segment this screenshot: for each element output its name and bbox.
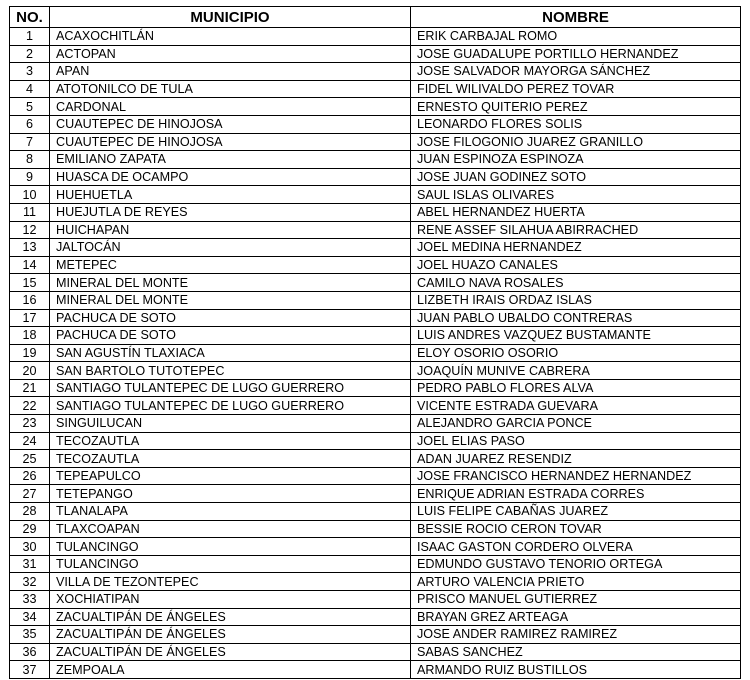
row-number-cell: 31 [10, 555, 50, 573]
row-number-cell: 22 [10, 397, 50, 415]
row-number-cell: 13 [10, 239, 50, 257]
row-number-cell: 32 [10, 573, 50, 591]
table-row [10, 256, 741, 274]
municipio-cell: ZACUALTIPÁN DE ÁNGELES [50, 608, 411, 626]
nombre-cell: ABEL HERNANDEZ HUERTA [411, 203, 741, 221]
table-row [10, 573, 741, 591]
municipio-cell: TETEPANGO [50, 485, 411, 503]
row-number-cell: 36 [10, 643, 50, 661]
nombre-cell: ADAN JUAREZ RESENDIZ [411, 450, 741, 468]
table-header-row [10, 7, 741, 28]
municipio-cell: ZACUALTIPÁN DE ÁNGELES [50, 626, 411, 644]
table-row [10, 485, 741, 503]
municipio-cell: HUEHUETLA [50, 186, 411, 204]
row-number-cell: 12 [10, 221, 50, 239]
municipio-cell: SINGUILUCAN [50, 415, 411, 433]
nombre-cell: LIZBETH IRAIS ORDAZ ISLAS [411, 291, 741, 309]
nombre-cell: ARTURO VALENCIA PRIETO [411, 573, 741, 591]
table-row [10, 151, 741, 169]
row-number-cell: 3 [10, 63, 50, 81]
municipio-cell: CARDONAL [50, 98, 411, 116]
row-number-cell: 37 [10, 661, 50, 679]
nombre-cell: BESSIE ROCIO CERON TOVAR [411, 520, 741, 538]
nombre-cell: LUIS FELIPE CABAÑAS JUAREZ [411, 503, 741, 521]
row-number-cell: 30 [10, 538, 50, 556]
nombre-cell: JOEL ELIAS PASO [411, 432, 741, 450]
table-row [10, 643, 741, 661]
row-number-cell: 18 [10, 327, 50, 345]
municipio-cell: PACHUCA DE SOTO [50, 327, 411, 345]
row-number-cell: 2 [10, 45, 50, 63]
nombre-cell: JOSE ANDER RAMIREZ RAMIREZ [411, 626, 741, 644]
municipio-cell: ZACUALTIPÁN DE ÁNGELES [50, 643, 411, 661]
row-number-cell: 28 [10, 503, 50, 521]
table-row [10, 538, 741, 556]
table-row [10, 28, 741, 46]
nombre-cell: ISAAC GASTON CORDERO OLVERA [411, 538, 741, 556]
row-number-cell: 20 [10, 362, 50, 380]
nombre-cell: JUAN ESPINOZA ESPINOZA [411, 151, 741, 169]
table-row [10, 309, 741, 327]
table-row [10, 63, 741, 81]
row-number-cell: 1 [10, 28, 50, 46]
row-number-cell: 34 [10, 608, 50, 626]
row-number-cell: 27 [10, 485, 50, 503]
nombre-cell: PRISCO MANUEL GUTIERREZ [411, 591, 741, 609]
municipio-cell: XOCHIATIPAN [50, 591, 411, 609]
row-number-cell: 7 [10, 133, 50, 151]
nombre-cell: SABAS SANCHEZ [411, 643, 741, 661]
nombre-cell: JOSE GUADALUPE PORTILLO HERNANDEZ [411, 45, 741, 63]
nombre-cell: VICENTE ESTRADA GUEVARA [411, 397, 741, 415]
municipio-cell: TECOZAUTLA [50, 432, 411, 450]
municipio-cell: MINERAL DEL MONTE [50, 274, 411, 292]
table-row [10, 133, 741, 151]
nombre-cell: JOAQUÍN MUNIVE CABRERA [411, 362, 741, 380]
nombre-cell: JOSE FILOGONIO JUAREZ GRANILLO [411, 133, 741, 151]
table-row [10, 397, 741, 415]
header-municipio: MUNICIPIO [50, 7, 411, 28]
document-table-wrapper [9, 6, 740, 679]
table-row [10, 415, 741, 433]
row-number-cell: 16 [10, 291, 50, 309]
municipio-cell: ACAXOCHITLÁN [50, 28, 411, 46]
municipio-cell: TULANCINGO [50, 538, 411, 556]
nombre-cell: JOEL HUAZO CANALES [411, 256, 741, 274]
nombre-cell: JOSE SALVADOR MAYORGA SÁNCHEZ [411, 63, 741, 81]
table-row [10, 503, 741, 521]
table-row [10, 239, 741, 257]
nombre-cell: PEDRO PABLO FLORES ALVA [411, 379, 741, 397]
row-number-cell: 33 [10, 591, 50, 609]
row-number-cell: 14 [10, 256, 50, 274]
row-number-cell: 10 [10, 186, 50, 204]
table-body [10, 28, 741, 679]
nombre-cell: FIDEL WILIVALDO PEREZ TOVAR [411, 80, 741, 98]
municipio-cell: METEPEC [50, 256, 411, 274]
nombre-cell: JOEL MEDINA HERNANDEZ [411, 239, 741, 257]
row-number-cell: 29 [10, 520, 50, 538]
municipio-cell: CUAUTEPEC DE HINOJOSA [50, 133, 411, 151]
table-row [10, 327, 741, 345]
municipio-cell: ZEMPOALA [50, 661, 411, 679]
municipio-cell: JALTOCÁN [50, 239, 411, 257]
municipio-cell: VILLA DE TEZONTEPEC [50, 573, 411, 591]
row-number-cell: 4 [10, 80, 50, 98]
header-nombre: NOMBRE [411, 7, 741, 28]
municipio-table [9, 6, 741, 679]
table-row [10, 432, 741, 450]
table-row [10, 168, 741, 186]
nombre-cell: SAUL ISLAS OLIVARES [411, 186, 741, 204]
table-row [10, 661, 741, 679]
row-number-cell: 6 [10, 115, 50, 133]
table-row [10, 115, 741, 133]
row-number-cell: 5 [10, 98, 50, 116]
row-number-cell: 15 [10, 274, 50, 292]
nombre-cell: ERIK CARBAJAL ROMO [411, 28, 741, 46]
nombre-cell: BRAYAN GREZ ARTEAGA [411, 608, 741, 626]
nombre-cell: ERNESTO QUITERIO PEREZ [411, 98, 741, 116]
table-row [10, 608, 741, 626]
nombre-cell: ARMANDO RUIZ BUSTILLOS [411, 661, 741, 679]
row-number-cell: 24 [10, 432, 50, 450]
nombre-cell: ENRIQUE ADRIAN ESTRADA CORRES [411, 485, 741, 503]
municipio-cell: CUAUTEPEC DE HINOJOSA [50, 115, 411, 133]
nombre-cell: JOSE FRANCISCO HERNANDEZ HERNANDEZ [411, 467, 741, 485]
municipio-cell: TLANALAPA [50, 503, 411, 521]
nombre-cell: EDMUNDO GUSTAVO TENORIO ORTEGA [411, 555, 741, 573]
municipio-cell: APAN [50, 63, 411, 81]
nombre-cell: LUIS ANDRES VAZQUEZ BUSTAMANTE [411, 327, 741, 345]
municipio-cell: MINERAL DEL MONTE [50, 291, 411, 309]
row-number-cell: 25 [10, 450, 50, 468]
header-no: NO. [10, 7, 50, 28]
municipio-cell: PACHUCA DE SOTO [50, 309, 411, 327]
municipio-cell: TULANCINGO [50, 555, 411, 573]
nombre-cell: JUAN PABLO UBALDO CONTRERAS [411, 309, 741, 327]
municipio-cell: SAN BARTOLO TUTOTEPEC [50, 362, 411, 380]
row-number-cell: 23 [10, 415, 50, 433]
table-row [10, 80, 741, 98]
nombre-cell: ELOY OSORIO OSORIO [411, 344, 741, 362]
municipio-cell: SAN AGUSTÍN TLAXIACA [50, 344, 411, 362]
municipio-cell: TLAXCOAPAN [50, 520, 411, 538]
table-row [10, 98, 741, 116]
table-row [10, 626, 741, 644]
municipio-cell: SANTIAGO TULANTEPEC DE LUGO GUERRERO [50, 379, 411, 397]
row-number-cell: 9 [10, 168, 50, 186]
row-number-cell: 11 [10, 203, 50, 221]
row-number-cell: 21 [10, 379, 50, 397]
nombre-cell: LEONARDO FLORES SOLIS [411, 115, 741, 133]
table-row [10, 362, 741, 380]
nombre-cell: JOSE JUAN GODINEZ SOTO [411, 168, 741, 186]
municipio-cell: ATOTONILCO DE TULA [50, 80, 411, 98]
table-row [10, 379, 741, 397]
municipio-cell: ACTOPAN [50, 45, 411, 63]
nombre-cell: CAMILO NAVA ROSALES [411, 274, 741, 292]
table-row [10, 274, 741, 292]
table-row [10, 221, 741, 239]
nombre-cell: ALEJANDRO GARCIA PONCE [411, 415, 741, 433]
table-row [10, 291, 741, 309]
table-row [10, 344, 741, 362]
row-number-cell: 8 [10, 151, 50, 169]
municipio-cell: HUEJUTLA DE REYES [50, 203, 411, 221]
municipio-cell: SANTIAGO TULANTEPEC DE LUGO GUERRERO [50, 397, 411, 415]
table-row [10, 203, 741, 221]
municipio-cell: HUASCA DE OCAMPO [50, 168, 411, 186]
nombre-cell: RENE ASSEF SILAHUA ABIRRACHED [411, 221, 741, 239]
table-row [10, 520, 741, 538]
municipio-cell: EMILIANO ZAPATA [50, 151, 411, 169]
row-number-cell: 35 [10, 626, 50, 644]
row-number-cell: 26 [10, 467, 50, 485]
municipio-cell: TEPEAPULCO [50, 467, 411, 485]
row-number-cell: 19 [10, 344, 50, 362]
table-row [10, 450, 741, 468]
row-number-cell: 17 [10, 309, 50, 327]
table-row [10, 186, 741, 204]
table-row [10, 555, 741, 573]
table-row [10, 591, 741, 609]
table-row [10, 45, 741, 63]
table-row [10, 467, 741, 485]
municipio-cell: HUICHAPAN [50, 221, 411, 239]
municipio-cell: TECOZAUTLA [50, 450, 411, 468]
